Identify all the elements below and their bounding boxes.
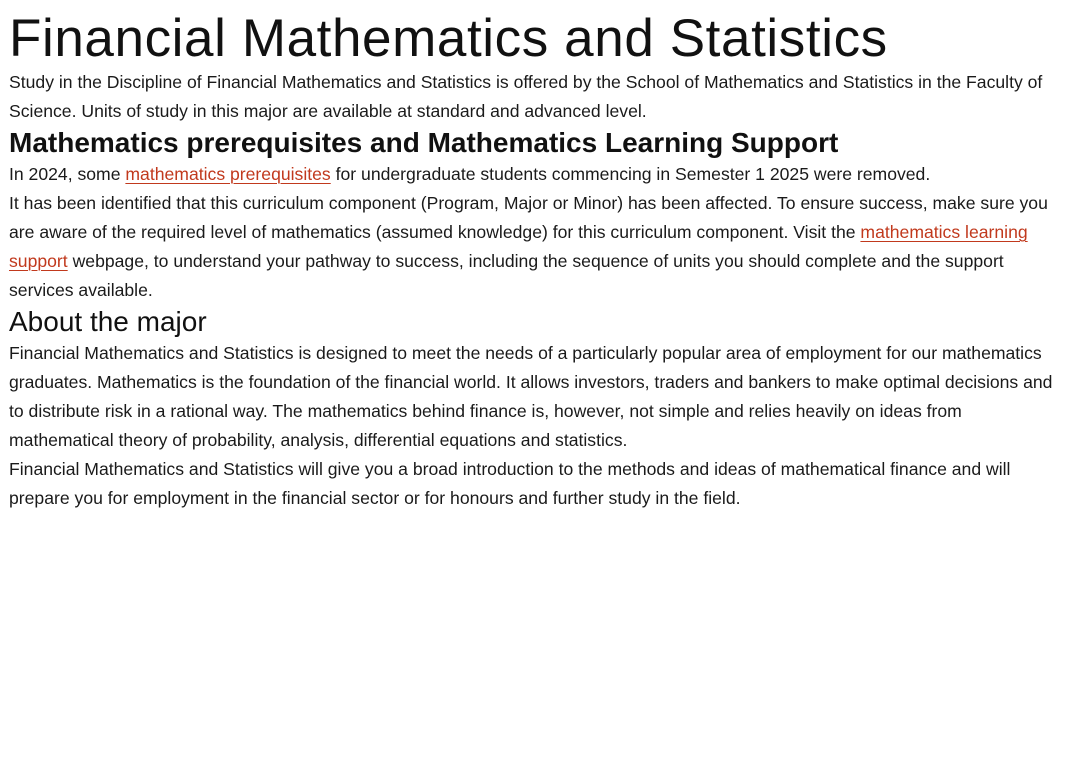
prerequisites-paragraph <box>9 160 1070 189</box>
curriculum-text-after: webpage, to understand your pathway to success, including the sequence of units you should complete and the support services available. <box>9 251 1004 300</box>
prerequisites-section <box>9 126 1070 305</box>
curriculum-text-before: It has been identified that this curriculum component (Program, Major or Minor) has been affected. To ensure success, make sure you are aware of the required level of mathematics (assumed knowledge) for this curriculum component. Visit the <box>9 193 1048 242</box>
about-major-paragraph-2: Financial Mathematics and Statistics will give you a broad introduction to the methods and ideas of mathematical finance and will prepare you for employment in the financial sector or for honours and further study in the field. <box>9 459 1011 508</box>
intro-paragraph: Study in the Discipline of Financial Mathematics and Statistics is offered by the School of Mathematics and Statistics in the Faculty of Science. Units of study in this major are available at standard and advanced level. <box>9 72 1043 121</box>
mathematics-learning-support-link[interactable]: mathematics learning support <box>9 222 1028 271</box>
about-major-paragraph-1: Financial Mathematics and Statistics is designed to meet the needs of a particularly popular area of employment for our mathematics graduates. Mathematics is the foundation of the financial world. It allows investors, traders and bankers to make optimal decisions and to distribute risk in a rational way. The mathematics behind finance is, however, not simple and relies heavily on ideas from mathematical theory of probability, analysis, differential equations and statistics. <box>9 343 1053 450</box>
curriculum-affected-paragraph <box>9 189 1070 305</box>
about-major-heading: About the major <box>9 306 207 337</box>
mathematics-prerequisites-link[interactable]: mathematics prerequisites <box>125 164 331 184</box>
prerequisites-text-after: for undergraduate students commencing in Semester 1 2025 were removed. <box>330 164 931 184</box>
prerequisites-heading: Mathematics prerequisites and Mathematics Learning Support <box>9 127 839 158</box>
page-title: Financial Mathematics and Statistics <box>9 9 888 68</box>
about-major-section <box>9 305 1070 513</box>
prerequisites-text-before: In 2024, some <box>9 164 126 184</box>
